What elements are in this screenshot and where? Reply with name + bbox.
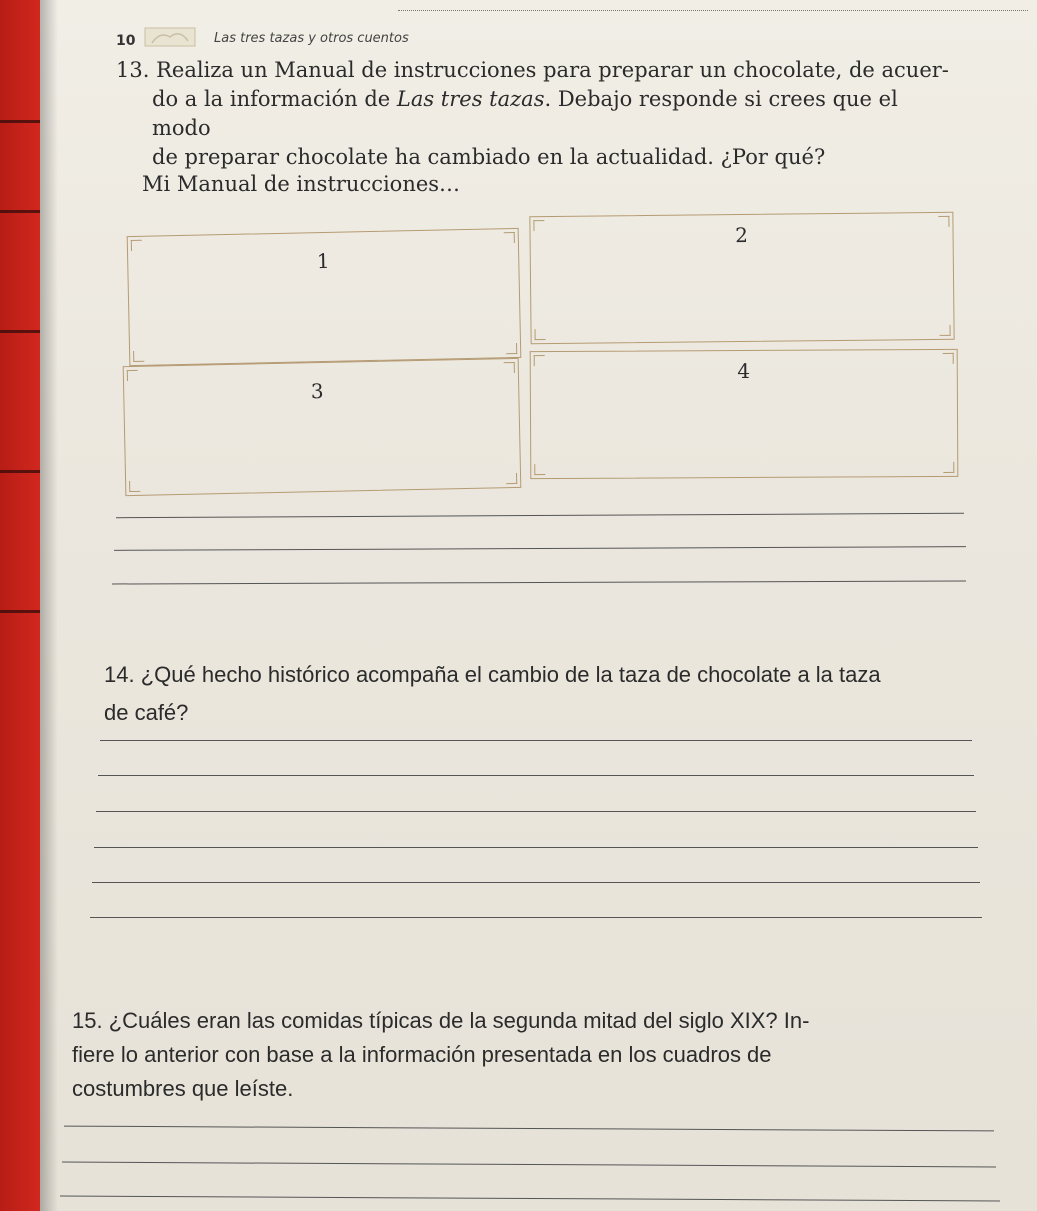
question-number: 14. — [104, 662, 135, 687]
box-label: 4 — [737, 358, 751, 384]
answer-line[interactable] — [100, 740, 972, 741]
header-rule — [398, 10, 1028, 11]
question-number: 15. — [72, 1008, 103, 1033]
question-15: 15. ¿Cuáles eran las comidas típicas de la segunda mitad del siglo XIX? In- fiere lo anterior con base a la información presentada en los cuadros de costumbres que leíste. — [72, 1008, 810, 1101]
answer-line[interactable] — [98, 775, 974, 776]
answer-line[interactable] — [96, 811, 976, 812]
box-label: 1 — [316, 248, 330, 274]
instruction-box-4[interactable] — [530, 349, 959, 479]
question-number: 13. — [116, 58, 150, 82]
instruction-box-3[interactable] — [123, 358, 522, 496]
box-label: 2 — [735, 222, 749, 248]
instruction-box-1[interactable] — [127, 228, 522, 366]
book-logo-icon — [144, 25, 196, 49]
question-13: 13. Realiza un Manual de instrucciones para preparar un chocolate, de acuer- do a la información de Las tres tazas. Debajo responde si crees que el modo de preparar chocolate ha cambiado en la actualidad. ¿Por qué? — [116, 58, 949, 169]
question-14: 14. ¿Qué hecho histórico acompaña el cambio de la taza de chocolate a la taza de café? — [104, 662, 881, 725]
answer-line[interactable] — [90, 917, 982, 918]
running-title: Las tres tazas y otros cuentos — [214, 31, 409, 46]
manual-title: Mi Manual de instrucciones… — [142, 172, 461, 196]
page-number: 10 — [116, 33, 136, 49]
box-label: 3 — [310, 378, 324, 404]
instruction-box-2[interactable] — [529, 212, 954, 344]
answer-line[interactable] — [94, 847, 978, 848]
answer-line[interactable] — [92, 882, 980, 883]
